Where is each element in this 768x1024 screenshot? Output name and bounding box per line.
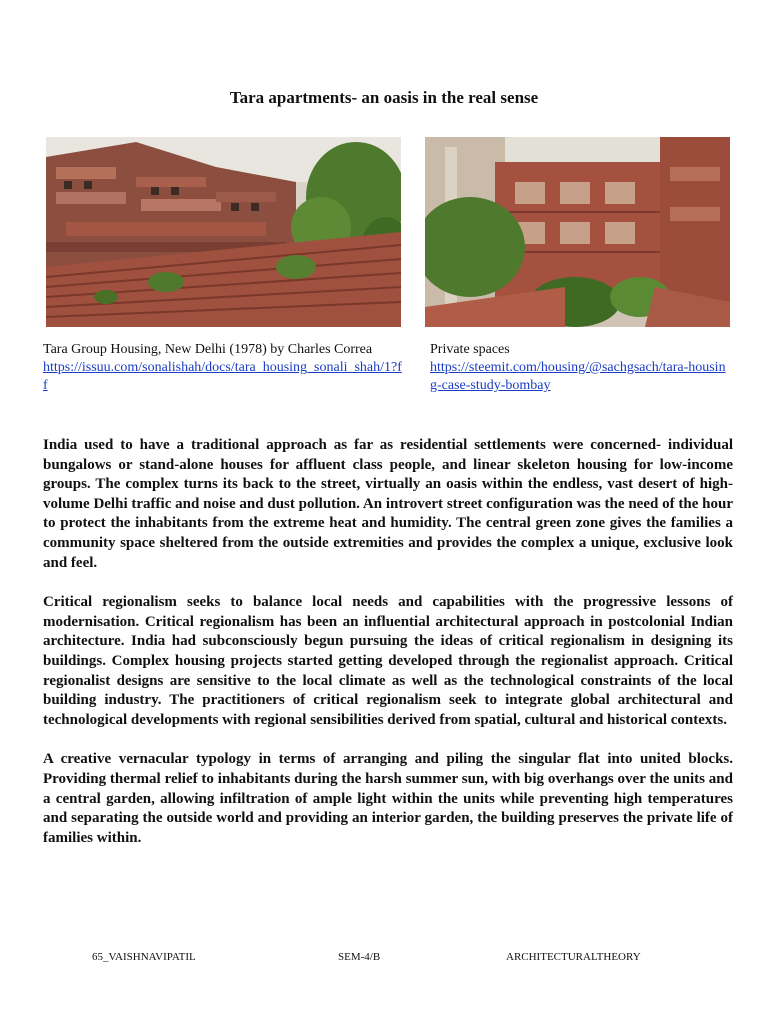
paragraph: Critical regionalism seeks to balance local needs and capabilities with the progressive lessons of modernisation. Critical regionalism has been an influential architectural approach in postcolonial Indian architecture. India had subconsciously begun pursuing the ideas of critical regionalism in designing its buildings. Complex housing projects started getting developed through the regionalist approach. Critical regionalist designs are sensitive to the local climate as well as the technological constraints of the local building industry. The practitioners of critical regionalism seek to integrate global architectural and technological developments with regional sensibilities derived from spatial, cultural and historical contexts. [43,594,733,728]
paragraph: India used to have a traditional approach as far as residential settlements were concerned- individual bungalows or stand-alone houses for affluent class people, and linear skeleton housing for low-income groups. The complex turns its back to the street, virtually an oasis within the endless, vast desert of high-volume Delhi traffic and noise and dust pollution. An introvert street configuration was the need of the hour to protect the inhabitants from the extreme heat and humidity. The central green zone gives the families a community space sheltered from the outside extremities and provides the complex a unique, exclusive look and feel. [43,437,733,571]
caption-text: Tara Group Housing, New Delhi (1978) by Charles Correa [43,342,373,357]
source-link[interactable]: https://issuu.com/sonalishah/docs/tara_housing_sonali_shah/1?ff [43,360,402,393]
figure-caption-right [430,341,730,395]
footer-author: 65_VAISHNAVIPATIL [92,951,196,963]
footer-semester: SEM-4/B [338,951,381,963]
figure-caption-left [43,341,403,395]
body-text [43,436,733,868]
page-title: Tara apartments- an oasis in the real sense [229,88,539,107]
private-spaces-photo [425,137,730,327]
footer-subject: ARCHITECTURALTHEORY [506,951,641,963]
caption-text: Private spaces [430,342,510,357]
source-link[interactable]: https://steemit.com/housing/@sachgsach/tara-housing-case-study-bombay [430,360,726,393]
paragraph: A creative vernacular typology in terms of arranging and piling the singular flat into united blocks. Providing thermal relief to inhabitants during the harsh summer sun, with big overhangs over the units and a central garden, allowing infiltration of ample light within the units while preventing high temperatures and separating the outside world and providing an interior garden, the building preserves the private life of families within. [43,751,733,846]
tara-housing-photo [46,137,401,327]
